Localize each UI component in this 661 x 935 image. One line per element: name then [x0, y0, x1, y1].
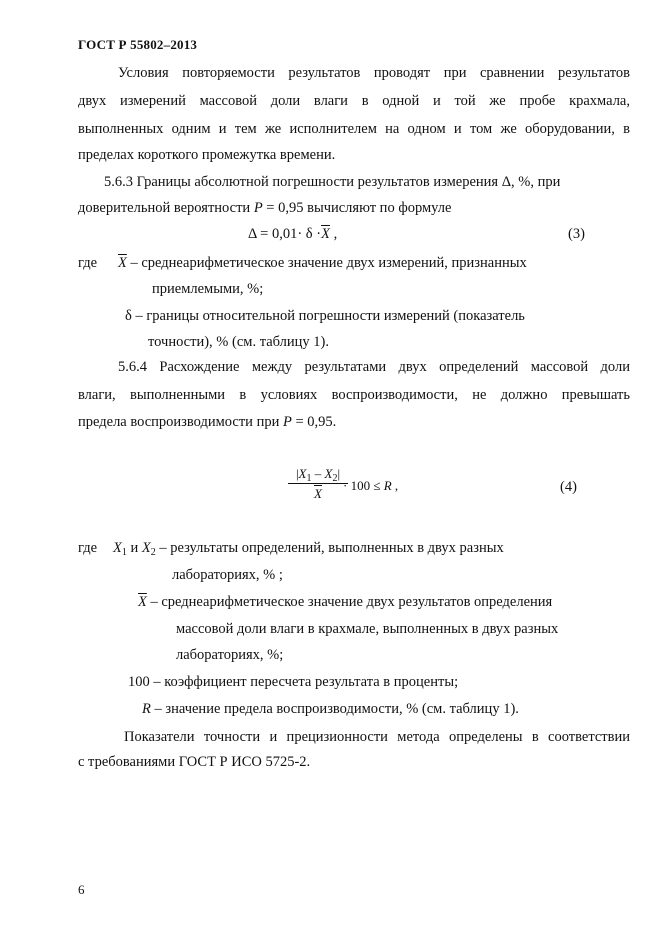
paragraph-line [78, 198, 451, 218]
document-header: ГОСТ Р 55802–2013 [78, 37, 198, 52]
variable-x-mean: $\overline{X}$ [138, 594, 147, 610]
formula-text: Δ = 0,01· δ · [248, 226, 322, 242]
formula-number: (4) [560, 479, 577, 495]
definition-line: $\overline{X}$ – среднеарифметическое значение двух результатов определения [138, 594, 553, 610]
paragraph-line [78, 412, 336, 432]
definition-line: приемлемыми, %; [152, 281, 264, 297]
definition-line: лабораториях, %; [176, 647, 284, 663]
text-fragment: = 0,95. [291, 414, 337, 430]
formula-3 [248, 224, 337, 244]
page-number: 6 [78, 882, 85, 897]
fraction-denominator: X [314, 486, 322, 501]
paragraph-line: Условия повторяемости результатов проводят при сравнении результатов [118, 65, 630, 81]
variable-x-mean: $\overline{X}$ [118, 255, 127, 271]
fraction-numerator: $|X_1 - X_2|$ [288, 466, 348, 484]
definition-line: массовой доли влаги в крахмале, выполненных в двух разных [176, 621, 559, 637]
paragraph-line: 5.6.3 Границы абсолютной погрешности результатов измерения Δ, %, при [104, 174, 561, 190]
where-label: где [78, 255, 98, 271]
text-fragment: доверительной вероятности [78, 200, 254, 216]
variable-r: R [142, 701, 151, 717]
formula-text: , [329, 226, 338, 242]
paragraph-line: пределах короткого промежутка времени. [78, 147, 336, 163]
text-fragment: = 0,95 вычисляют по формуле [262, 200, 452, 216]
paragraph-line: выполненных одним и тем же исполнителем на одном и том же оборудовании, в [78, 121, 630, 137]
formula-4-fraction [288, 466, 348, 502]
formula-number: (3) [568, 226, 585, 242]
paragraph-line: влаги, выполненными в условиях воспроизводимости, не должно превышать [78, 387, 630, 403]
variable-p: P [282, 414, 292, 430]
formula-4-rest: · 100 ≤ R , [343, 478, 399, 493]
definition-text: – среднеарифметическое значение двух измерений, признанных [126, 255, 527, 271]
variable-p: P [253, 200, 263, 216]
variable-x-mean: $\overline{X}$ [321, 226, 330, 242]
where-label: где [78, 540, 98, 556]
definition-line: точности), % (см. таблицу 1). [148, 334, 329, 350]
paragraph-line: с требованиями ГОСТ Р ИСО 5725-2. [78, 754, 311, 770]
paragraph-line: 5.6.4 Расхождение между результатами двух определений массовой доли [118, 359, 630, 375]
definition-line: лабораториях, % ; [172, 567, 283, 583]
paragraph-line: Показатели точности и прецизионности метода определены в соответствии [124, 729, 630, 745]
definition-line: R – значение предела воспроизводимости, % (см. таблицу 1). [142, 701, 519, 717]
definition-line: δ – границы относительной погрешности измерений (показатель [125, 308, 525, 324]
text-fragment: предела воспроизводимости при [78, 414, 283, 430]
definition-line: $X_1$ и $X_2$ – результаты определений, выполненных в двух разных [113, 540, 504, 558]
definition-line [118, 253, 527, 273]
paragraph-line: двух измерений массовой доли влаги в одной и той же пробе крахмала, [78, 93, 630, 109]
definition-line: 100 – коэффициент пересчета результата в проценты; [128, 674, 459, 690]
